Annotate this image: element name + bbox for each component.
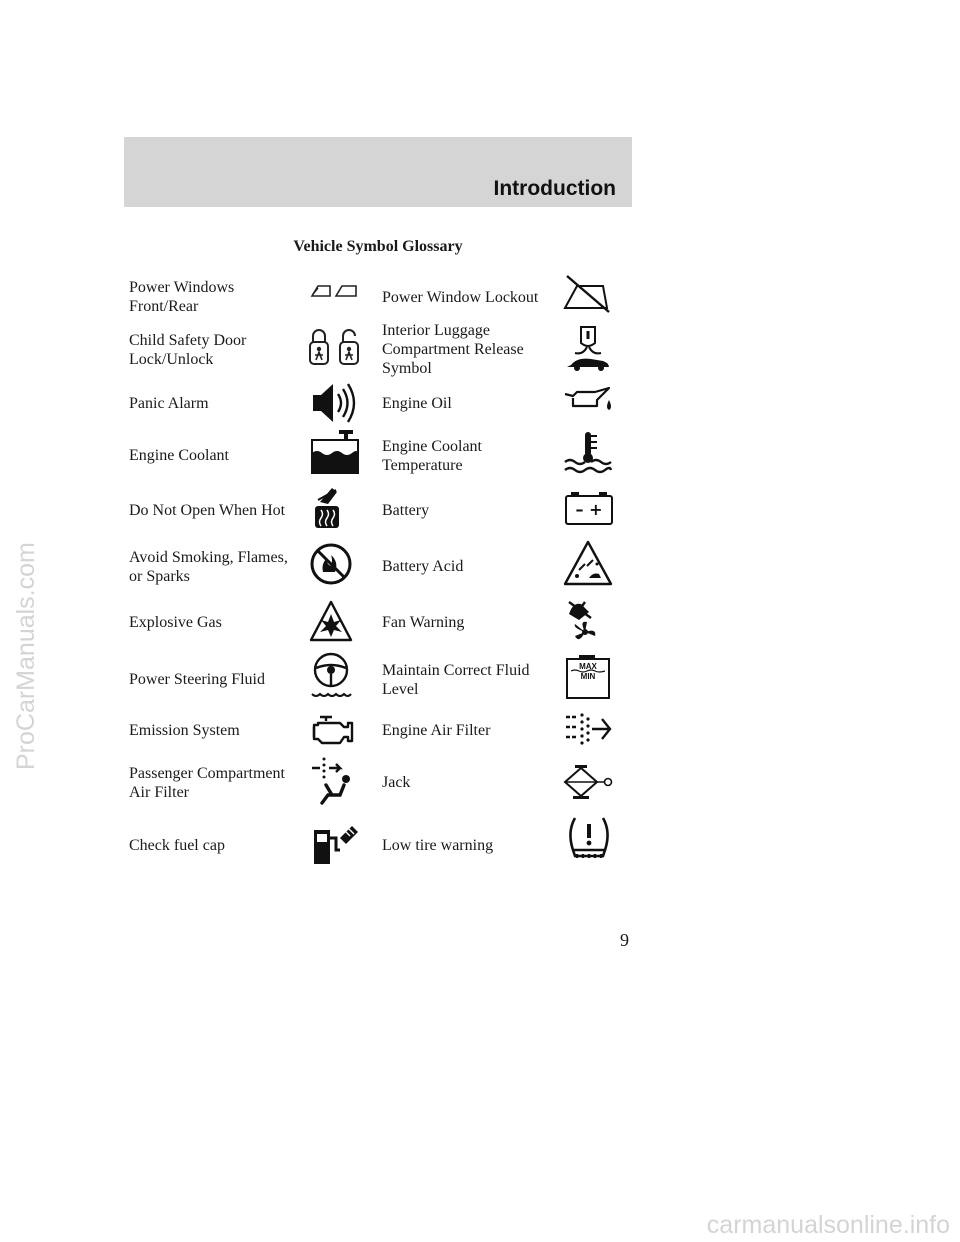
- label-jack: Jack: [382, 774, 411, 791]
- speaker-icon: [311, 380, 357, 426]
- cabin-air-filter-icon: [310, 755, 356, 807]
- child-lock-icon: [308, 326, 362, 368]
- oil-can-icon: [563, 386, 613, 416]
- label-child-lock: Child Safety Door Lock/Unlock: [129, 332, 247, 368]
- fuel-cap-icon: [310, 820, 360, 864]
- label-do-not-open-hot: Do Not Open When Hot: [129, 502, 286, 519]
- steering-wheel-icon: [310, 652, 352, 700]
- window-lockout-icon: [561, 274, 613, 314]
- label-fan-warning: Fan Warning: [382, 614, 465, 631]
- label-engine-coolant: Engine Coolant: [129, 447, 229, 464]
- label-cabin-air-filter: Passenger Compartment Air Filter: [129, 765, 285, 801]
- engine-icon: [310, 713, 354, 747]
- label-check-fuel-cap: Check fuel cap: [129, 837, 225, 854]
- header-band: [124, 137, 632, 207]
- coolant-temp-icon: [563, 430, 613, 474]
- side-watermark: ProCarManuals.com: [12, 542, 40, 770]
- battery-acid-icon: [563, 540, 613, 586]
- label-trunk-release: Interior Luggage Compartment Release Symbol: [382, 322, 524, 377]
- power-windows-icon: [309, 280, 361, 302]
- label-engine-air-filter: Engine Air Filter: [382, 722, 491, 739]
- section-title: Introduction: [493, 177, 616, 200]
- svg-text:MAX: MAX: [579, 662, 597, 671]
- glossary-title: Vehicle Symbol Glossary: [293, 238, 463, 255]
- label-battery-acid: Battery Acid: [382, 558, 464, 575]
- svg-text:MIN: MIN: [580, 672, 596, 681]
- label-engine-oil: Engine Oil: [382, 395, 452, 412]
- explosive-gas-icon: [309, 600, 353, 642]
- tire-pressure-icon: [565, 814, 613, 860]
- label-explosive-gas: Explosive Gas: [129, 614, 222, 631]
- svg-text:– +: – +: [575, 500, 603, 519]
- label-low-tire: Low tire warning: [382, 837, 494, 854]
- hot-cap-icon: [312, 486, 344, 530]
- air-filter-icon: [564, 711, 612, 747]
- coolant-reservoir-icon: [311, 429, 359, 475]
- label-window-lockout: Power Window Lockout: [382, 289, 539, 306]
- label-coolant-temp: Engine Coolant Temperature: [382, 438, 482, 474]
- battery-icon: [565, 490, 613, 526]
- label-battery: Battery: [382, 502, 430, 519]
- fluid-level-icon: [565, 654, 611, 700]
- jack-icon: [561, 764, 613, 800]
- label-emission-system: Emission System: [129, 722, 240, 739]
- fan-warning-icon: [565, 598, 605, 644]
- label-fluid-level: Maintain Correct Fluid Level: [382, 662, 530, 698]
- no-smoking-icon: [309, 542, 353, 586]
- page-number: 9: [620, 930, 629, 950]
- bottom-watermark: carmanualsonline.info: [706, 1211, 950, 1239]
- trunk-release-icon: [563, 325, 613, 373]
- label-power-steering-fluid: Power Steering Fluid: [129, 671, 265, 688]
- label-panic-alarm: Panic Alarm: [129, 395, 209, 412]
- label-avoid-smoking: Avoid Smoking, Flames, or Sparks: [129, 549, 288, 585]
- label-power-windows: Power Windows Front/Rear: [129, 279, 235, 315]
